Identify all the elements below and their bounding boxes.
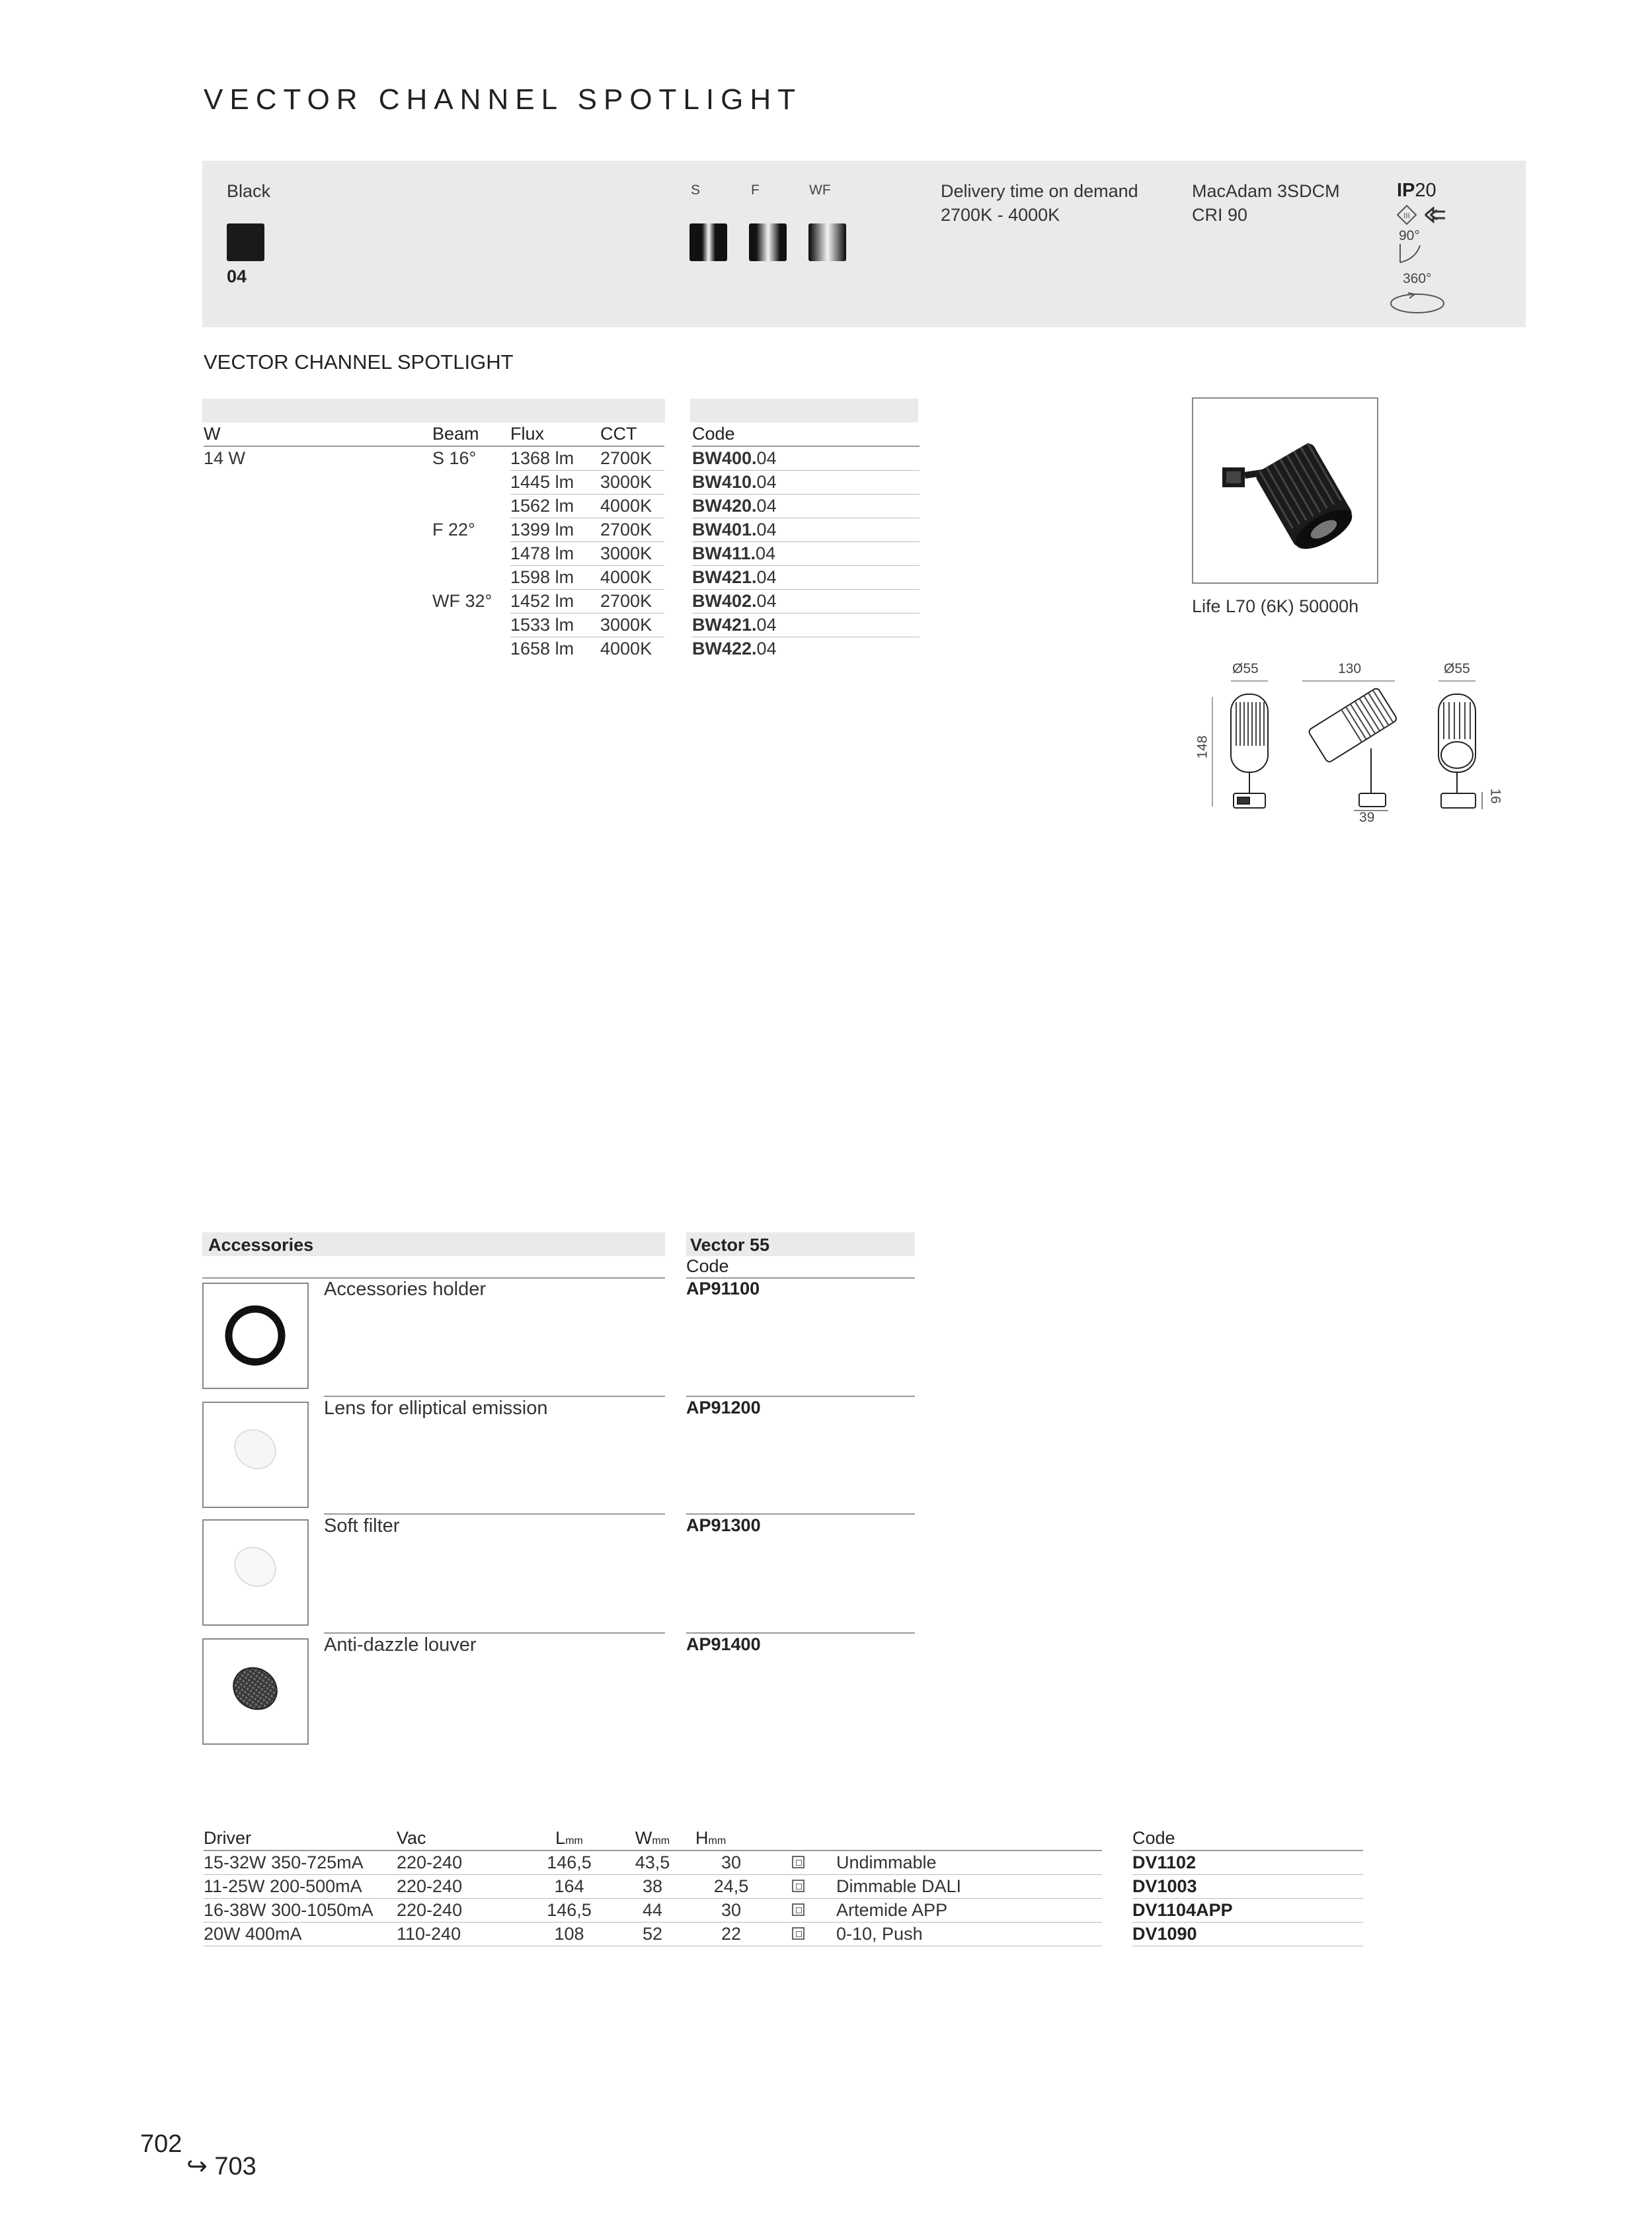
drivers-table (204, 1827, 1363, 1946)
cell-type: Artemide APP (830, 1898, 1102, 1922)
accessory-code: AP91100 (686, 1279, 760, 1298)
cell-flux: 1368 lm (510, 446, 600, 470)
unit-label: mm (708, 1835, 727, 1847)
table-row (204, 470, 920, 494)
table-row (204, 637, 920, 660)
cell-w (204, 518, 432, 541)
product-info-bar (202, 161, 1526, 327)
col-icon (767, 1827, 830, 1851)
cell-w (204, 565, 432, 589)
height-label: H (695, 1828, 709, 1848)
accessory-code-divider (686, 1513, 915, 1515)
code-suffix: 04 (756, 638, 777, 658)
col-code: Code (1132, 1827, 1363, 1851)
code-suffix: 04 (756, 590, 777, 611)
col-flux: Flux (510, 422, 600, 446)
dimension-drawings (1197, 676, 1501, 815)
cell-code (692, 589, 920, 613)
code-base: BW421. (692, 614, 757, 635)
cell-width: 38 (610, 1874, 695, 1898)
code-base: BW421. (692, 567, 757, 587)
cell-length: 164 (529, 1874, 610, 1898)
accessory-code-divider (686, 1632, 915, 1634)
code-suffix: 04 (756, 448, 777, 468)
table-row (204, 494, 920, 518)
cell-code (692, 494, 920, 518)
table-row (204, 589, 920, 613)
accessories-title: Accessories (208, 1235, 314, 1255)
page-title: VECTOR CHANNEL SPOTLIGHT (204, 83, 803, 116)
cell-code: DV1102 (1132, 1851, 1363, 1874)
svg-text:III: III (1403, 212, 1410, 220)
code-suffix: 04 (756, 614, 777, 635)
cell-type: 0-10, Push (830, 1922, 1102, 1946)
code-suffix: 04 (756, 567, 777, 587)
elliptical-lens-image (202, 1402, 309, 1508)
table-row (204, 446, 920, 470)
cell-flux: 1478 lm (510, 541, 600, 565)
accessory-label: Accessories holder (324, 1279, 486, 1300)
code-suffix: 04 (756, 471, 777, 492)
accessories-model-bar (686, 1232, 915, 1256)
cell-code (692, 446, 920, 470)
next-page-number: 703 (214, 2153, 256, 2180)
cell-length: 146,5 (529, 1898, 610, 1922)
table-row (204, 1898, 1363, 1922)
cell-height: 30 (695, 1851, 767, 1874)
cell-cct: 4000K (600, 494, 664, 518)
cell-length: 108 (529, 1922, 610, 1946)
cell-width: 43,5 (610, 1851, 695, 1874)
ip-rating (1397, 180, 1436, 202)
cell-driver: 11-25W 200-500mA (204, 1874, 397, 1898)
black-color-swatch (227, 223, 264, 261)
cell-code (692, 470, 920, 494)
cell-width: 52 (610, 1922, 695, 1946)
cell-w (204, 470, 432, 494)
cell-vac: 220-240 (397, 1898, 529, 1922)
double-chevron-icon (1425, 208, 1445, 221)
accessory-label: Anti-dazzle louver (324, 1634, 477, 1655)
table-row (204, 613, 920, 637)
side-view-drawing (1308, 687, 1397, 811)
ip-prefix: IP (1397, 180, 1415, 201)
driver-box-icon (767, 1898, 830, 1922)
cell-cct: 2700K (600, 518, 664, 541)
flood-beam-icon (749, 223, 787, 261)
cell-beam (432, 613, 510, 637)
color-code: 04 (227, 266, 247, 286)
cell-w (204, 613, 432, 637)
accessory-divider (324, 1513, 665, 1515)
code-base: BW422. (692, 638, 757, 658)
page-number: 702 (140, 2130, 182, 2158)
cell-flux: 1533 lm (510, 613, 600, 637)
class-and-energy-icons (1396, 204, 1449, 227)
dim-side: 16 (1487, 788, 1503, 804)
cell-flux: 1399 lm (510, 518, 600, 541)
cell-cct: 4000K (600, 638, 652, 658)
product-table-header-row (204, 422, 920, 446)
back-view-drawing (1438, 694, 1482, 809)
cell-beam (432, 565, 510, 589)
code-base: BW411. (692, 543, 756, 563)
cri-text: CRI 90 (1192, 205, 1248, 225)
cell-flux: 1562 lm (510, 494, 600, 518)
cell-cct: 3000K (600, 541, 664, 565)
cell-beam (432, 541, 510, 565)
driver-box-icon (767, 1874, 830, 1898)
code-suffix: 04 (756, 495, 777, 516)
col-code: Code (692, 422, 920, 446)
cell-type: Undimmable (830, 1851, 1102, 1874)
product-table-header-bar (202, 399, 665, 422)
code-table-header-bar (690, 399, 918, 422)
cell-code (692, 518, 920, 541)
cell-code: DV1104APP (1132, 1898, 1363, 1922)
col-driver: Driver (204, 1827, 397, 1851)
cell-code (692, 613, 920, 637)
cell-beam (432, 637, 510, 660)
product-table (204, 422, 920, 660)
col-beam: Beam (432, 422, 510, 446)
spotlight-image (1193, 399, 1377, 582)
ip-value: 20 (1415, 180, 1436, 201)
macadam-text: MacAdam 3SDCM (1192, 181, 1340, 201)
col-gap (664, 422, 692, 446)
table-row (204, 518, 920, 541)
accessories-header-bar (202, 1232, 665, 1256)
cell-w: 14 W (204, 448, 246, 468)
beam-label-f: F (751, 182, 760, 198)
driver-box-icon (767, 1922, 830, 1946)
accessory-divider (324, 1632, 665, 1634)
life-rating: Life L70 (6K) 50000h (1192, 596, 1359, 616)
cell-flux: 1658 lm (510, 638, 574, 658)
cell-code (692, 637, 920, 660)
beam-label-wf: WF (809, 182, 831, 198)
accessories-model: Vector 55 (690, 1235, 770, 1255)
cell-driver: 20W 400mA (204, 1922, 397, 1946)
table-row (204, 1922, 1363, 1946)
cell-cct: 2700K (600, 589, 664, 613)
accessories-code-label: Code (686, 1256, 729, 1276)
cell-code: DV1003 (1132, 1874, 1363, 1898)
cell-beam (432, 470, 510, 494)
cell-flux: 1445 lm (510, 470, 600, 494)
accessory-code-divider (686, 1396, 915, 1397)
unit-label: mm (652, 1835, 670, 1847)
col-vac: Vac (397, 1827, 529, 1851)
cell-vac: 220-240 (397, 1874, 529, 1898)
col-gap (1102, 1827, 1132, 1851)
tilt-icon (1397, 243, 1424, 266)
rotation-angle: 360° (1403, 271, 1432, 286)
cell-beam: F 22° (432, 519, 475, 539)
cell-length: 146,5 (529, 1851, 610, 1874)
cell-driver: 16-38W 300-1050mA (204, 1898, 397, 1922)
spot-beam-icon (689, 223, 727, 261)
dim-base: 39 (1359, 810, 1375, 825)
table-row (204, 1851, 1363, 1874)
color-name: Black (227, 181, 271, 201)
cell-flux: 1598 lm (510, 565, 600, 589)
cell-cct: 3000K (600, 470, 664, 494)
delivery-text: Delivery time on demand (941, 181, 1138, 201)
cell-w (204, 541, 432, 565)
cell-beam: WF 32° (432, 590, 492, 611)
rotation-icon (1388, 286, 1448, 315)
accessories-holder-image (202, 1283, 309, 1389)
cell-cct: 3000K (600, 613, 664, 637)
cell-code: DV1090 (1132, 1922, 1363, 1946)
accessory-label: Soft filter (324, 1515, 400, 1536)
product-photo (1192, 397, 1378, 584)
cell-height: 30 (695, 1898, 767, 1922)
table-row (204, 565, 920, 589)
accessory-divider (324, 1396, 665, 1397)
cell-driver: 15-32W 350-725mA (204, 1851, 397, 1874)
cct-range: 2700K - 4000K (941, 205, 1060, 225)
col-w: W (204, 422, 432, 446)
code-base: BW400. (692, 448, 757, 468)
accessory-code: AP91200 (686, 1398, 761, 1417)
cell-cct: 2700K (600, 446, 664, 470)
cell-cct: 4000K (600, 565, 664, 589)
driver-box-icon (767, 1851, 830, 1874)
cell-vac: 220-240 (397, 1851, 529, 1874)
length-label: L (555, 1828, 566, 1848)
drivers-header-row (204, 1827, 1363, 1851)
front-view-drawing (1231, 694, 1268, 808)
cell-code (692, 565, 920, 589)
cell-beam: S 16° (432, 448, 477, 468)
code-suffix: 04 (756, 543, 776, 563)
section-title: VECTOR CHANNEL SPOTLIGHT (204, 350, 514, 374)
table-row (204, 1874, 1363, 1898)
wide-flood-beam-icon (808, 223, 846, 261)
cell-flux: 1452 lm (510, 589, 600, 613)
cell-vac: 110-240 (397, 1922, 529, 1946)
code-base: BW402. (692, 590, 757, 611)
code-suffix: 04 (756, 519, 777, 539)
next-page-link[interactable] (186, 2151, 256, 2181)
cell-height: 24,5 (695, 1874, 767, 1898)
dim-height: 148 (1195, 735, 1210, 759)
dim-diameter-left: Ø55 (1232, 661, 1259, 676)
beam-label-s: S (691, 182, 701, 198)
col-cct: CCT (600, 422, 664, 446)
dim-length: 130 (1338, 661, 1362, 676)
return-arrow-icon: ↪ (186, 2153, 208, 2180)
accessory-label: Lens for elliptical emission (324, 1398, 548, 1419)
code-base: BW401. (692, 519, 757, 539)
cell-beam (432, 494, 510, 518)
col-height (695, 1827, 767, 1851)
cell-w (204, 589, 432, 613)
table-row (204, 541, 920, 565)
soft-filter-image (202, 1519, 309, 1626)
cell-height: 22 (695, 1922, 767, 1946)
unit-label: mm (565, 1835, 583, 1847)
col-width (610, 1827, 695, 1851)
anti-dazzle-louver-image (202, 1638, 309, 1745)
cell-w (204, 637, 432, 660)
code-base: BW410. (692, 471, 757, 492)
accessory-code: AP91300 (686, 1515, 761, 1535)
code-base: BW420. (692, 495, 757, 516)
cell-width: 44 (610, 1898, 695, 1922)
tilt-angle: 90° (1399, 228, 1420, 243)
width-label: W (635, 1828, 652, 1848)
cell-code (692, 541, 920, 565)
cell-w (204, 494, 432, 518)
col-length (529, 1827, 610, 1851)
accessory-code: AP91400 (686, 1634, 761, 1654)
cell-type: Dimmable DALI (830, 1874, 1102, 1898)
col-type (830, 1827, 1102, 1851)
dim-diameter-right: Ø55 (1444, 661, 1470, 676)
